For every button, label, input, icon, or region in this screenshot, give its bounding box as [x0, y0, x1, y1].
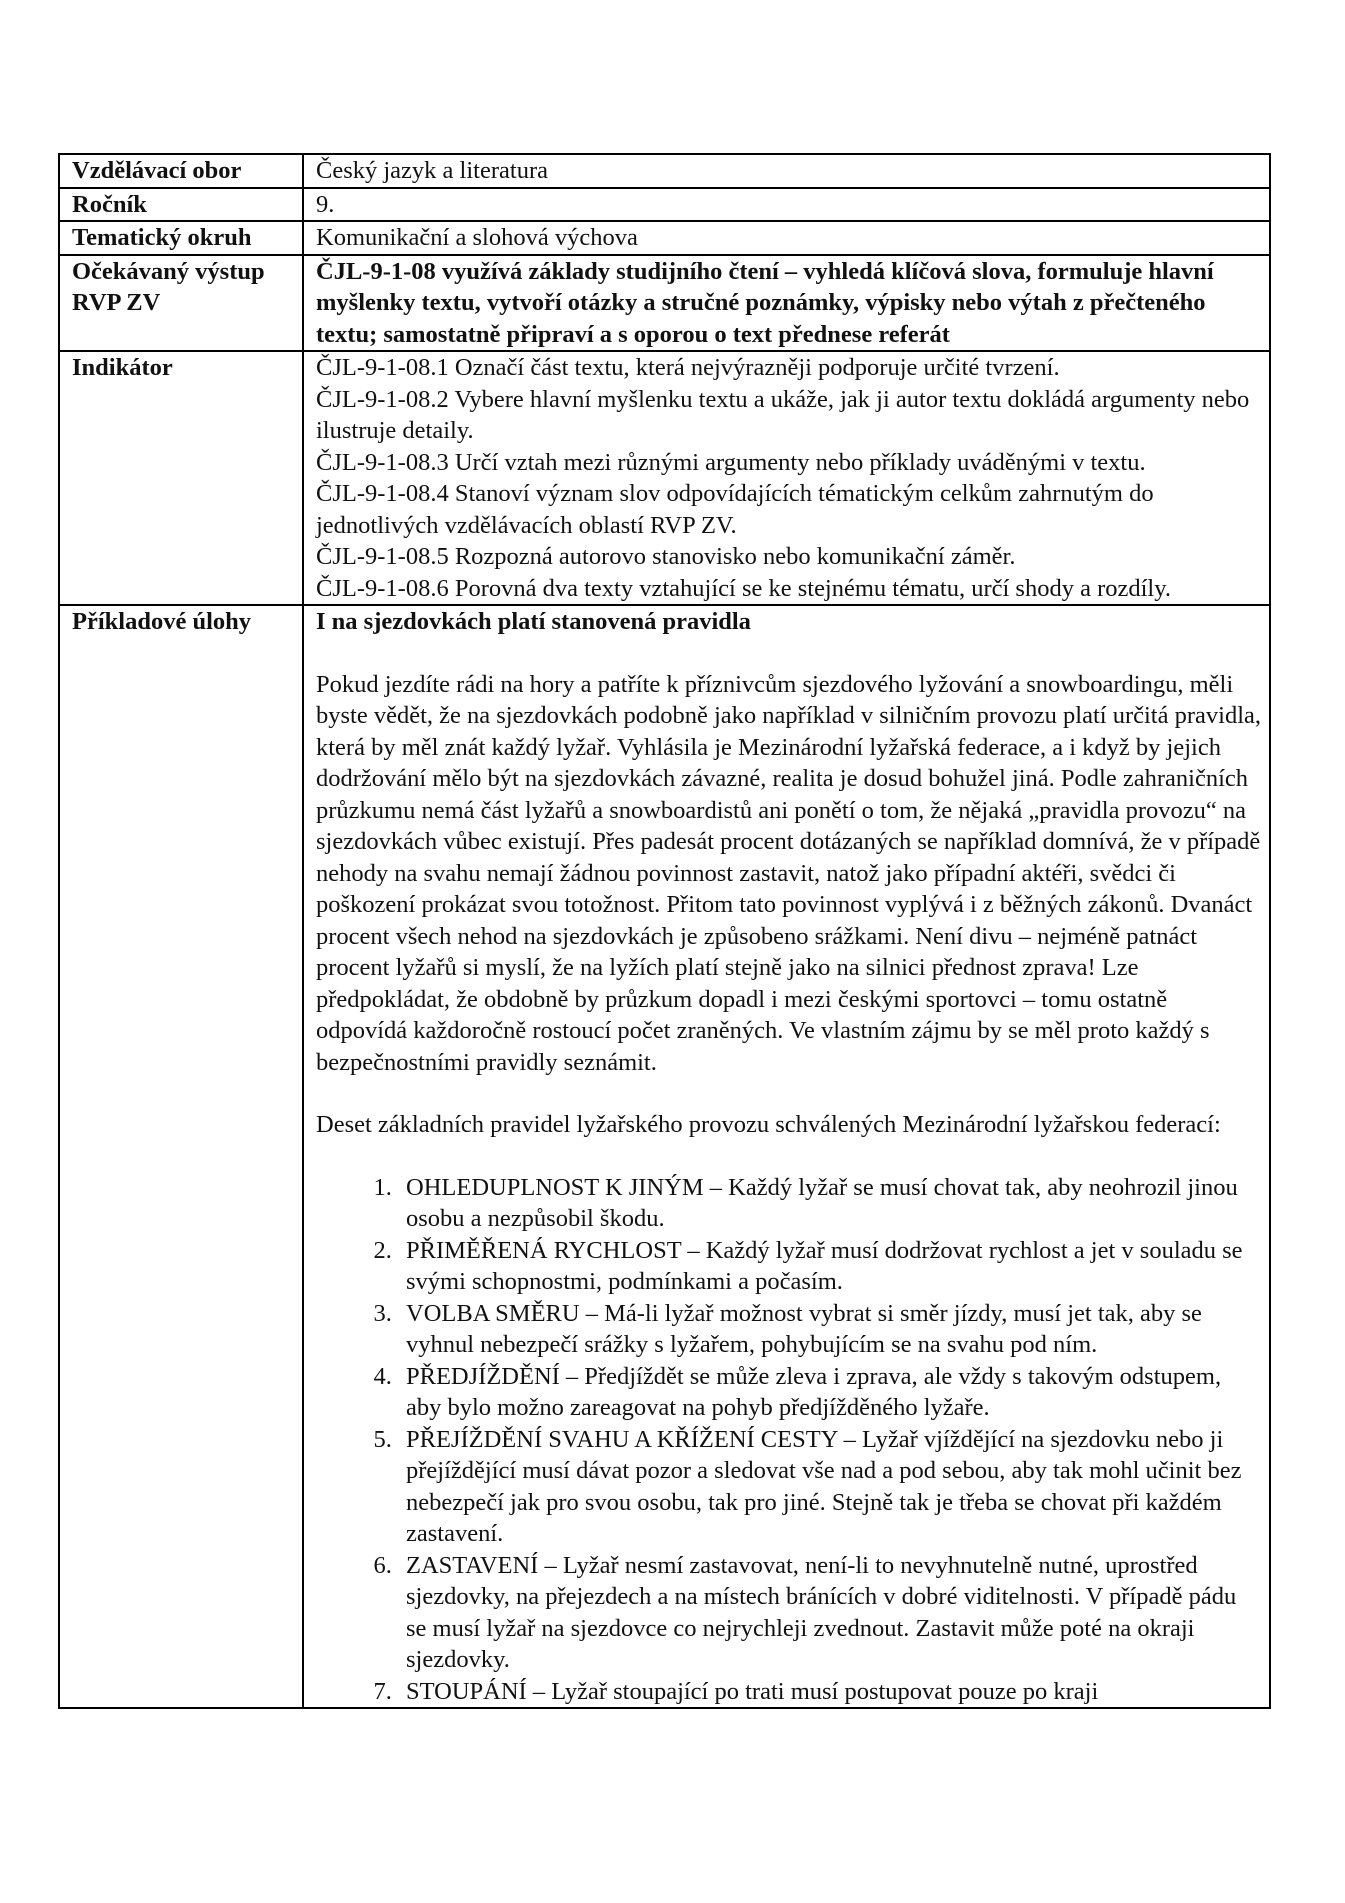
- indicator-item: ČJL-9-1-08.6 Porovná dva texty vztahující se ke stejnému tématu, určí shody a rozdíly.: [316, 574, 1172, 602]
- indicator-item: ČJL-9-1-08.2 Vybere hlavní myšlenku textu a ukáže, jak ji autor textu dokládá argumenty nebo ilustruje detaily.: [316, 385, 1250, 444]
- row-obor: [59, 154, 1270, 188]
- task-title: I na sjezdovkách platí stanovená pravidla: [316, 608, 751, 635]
- task-paragraph: Pokud jezdíte rádi na hory a patříte k příznivcům sjezdového lyžování a snowboardingu, měli byste vědět, že na sjezdovkách podobně jako například v silničním provozu platí určitá pravidla, která by měl znát každý lyžař. Vyhlásila je Mezinárodní lyžařská federace, a i když by jejich dodržování mělo být na sjezdovkách závazné, realita je dosud bohužel jiná. Podle zahraničních průzkumu nemá část lyžařů a snowboardistů ani ponětí o tom, že nějaká „pravidla provozu“ na sjezdovkách vůbec existují. Přes padesát procent dotázaných se například domnívá, že v případě nehody na svahu nemají žádnou povinnost zastavit, natož jako případní aktéři, svědci či poškození prokázat svou totožnost. Přitom tato povinnost vyplývá i z běžných zákonů. Dvanáct procent všech nehod na sjezdovkách je způsobeno srážkami. Není divu – nejméně patnáct procent lyžařů si myslí, že na lyžích platí stejně jako na silnici přednost zprava! Lze předpokládat, že obdobně by průzkum dopadl i mezi českými sportovci – tomu ostatně odpovídá každoročně rostoucí počet zraněných. Ve vlastním zájmu by se měl proto každý s bezpečnostními pravidly seznámit.: [316, 670, 1261, 1076]
- indicator-item: ČJL-9-1-08.1 Označí část textu, která nejvýrazněji podporuje určité tvrzení.: [316, 354, 1060, 381]
- value-okruh: Komunikační a slohová výchova: [303, 221, 1270, 255]
- row-indikator: [59, 351, 1270, 605]
- row-vystup: [59, 255, 1270, 352]
- value-indikator: [303, 351, 1270, 605]
- document-page: [58, 153, 1271, 1709]
- rule-item: 4. PŘEDJÍŽDĚNÍ – Předjíždět se může zleva i zprava, ale vždy s takovým odstupem, aby bylo možno zareagovat na pohyb předjížděného lyžaře.: [398, 1361, 1261, 1424]
- label-okruh: Tematický okruh: [59, 221, 303, 255]
- value-obor: Český jazyk a literatura: [303, 154, 1270, 188]
- curriculum-table: [58, 153, 1271, 1709]
- value-vystup: ČJL-9-1-08 využívá základy studijního čtení – vyhledá klíčová slova, formuluje hlavní myšlenky textu, vytvoří otázky a stručné poznámky, výpisky nebo výtah z přečteného textu; samostatně připraví a s oporou o text přednese referát: [303, 255, 1270, 352]
- indicator-item: ČJL-9-1-08.4 Stanoví význam slov odpovídajících tématickým celkům zahrnutým do jednotlivých vzdělávacích oblastí RVP ZV.: [316, 480, 1154, 539]
- rule-item: 3. VOLBA SMĚRU – Má-li lyžař možnost vybrat si směr jízdy, musí jet tak, aby se vyhnul nebezpečí srážky s lyžařem, pohybujícím se na svahu pod ním.: [398, 1298, 1261, 1361]
- row-okruh: [59, 221, 1270, 255]
- rule-item: 1. OHLEDUPLNOST K JINÝM – Každý lyžař se musí chovat tak, aby neohrozil jinou osobu a nezpůsobil škodu.: [398, 1172, 1261, 1235]
- rule-item: 5. PŘEJÍŽDĚNÍ SVAHU A KŘÍŽENÍ CESTY – Lyžař vjíždějící na sjezdovku nebo ji přejíždějící musí dávat pozor a sledovat vše nad a pod sebou, aby tak mohl učinit bez nebezpečí jak pro svou osobu, tak pro jiné. Stejně tak je třeba se chovat při každém zastavení.: [398, 1424, 1261, 1550]
- indicator-item: ČJL-9-1-08.3 Určí vztah mezi různými argumenty nebo příklady uváděnými v textu.: [316, 448, 1146, 476]
- value-rocnik: 9.: [303, 188, 1270, 222]
- value-ulohy: [303, 605, 1270, 1708]
- rules-intro: Deset základních pravidel lyžařského provozu schválených Mezinárodní lyžařskou federací:: [316, 1111, 1221, 1138]
- rules-list: [316, 1172, 1261, 1708]
- rule-item: 6. ZASTAVENÍ – Lyžař nesmí zastavovat, není-li to nevyhnutelně nutné, uprostřed sjezdovky, na přejezdech a na místech bránících v dobré viditelnosti. V případě pádu se musí lyžař na sjezdovce co nejrychleji zvednout. Zastavit může poté na okraji sjezdovky.: [398, 1550, 1261, 1676]
- row-ulohy: [59, 605, 1270, 1708]
- label-ulohy: Příkladové úlohy: [59, 605, 303, 1708]
- label-indikator: Indikátor: [59, 351, 303, 605]
- rule-item: 7. STOUPÁNÍ – Lyžař stoupající po trati musí postupovat pouze po kraji: [398, 1676, 1261, 1708]
- label-obor: Vzdělávací obor: [59, 154, 303, 188]
- label-vystup: Očekávaný výstup RVP ZV: [59, 255, 303, 352]
- label-rocnik: Ročník: [59, 188, 303, 222]
- indicator-item: ČJL-9-1-08.5 Rozpozná autorovo stanovisko nebo komunikační záměr.: [316, 543, 1016, 570]
- row-rocnik: [59, 188, 1270, 222]
- rule-item: 2. PŘIMĚŘENÁ RYCHLOST – Každý lyžař musí dodržovat rychlost a jet v souladu se svými schopnostmi, podmínkami a počasím.: [398, 1235, 1261, 1298]
